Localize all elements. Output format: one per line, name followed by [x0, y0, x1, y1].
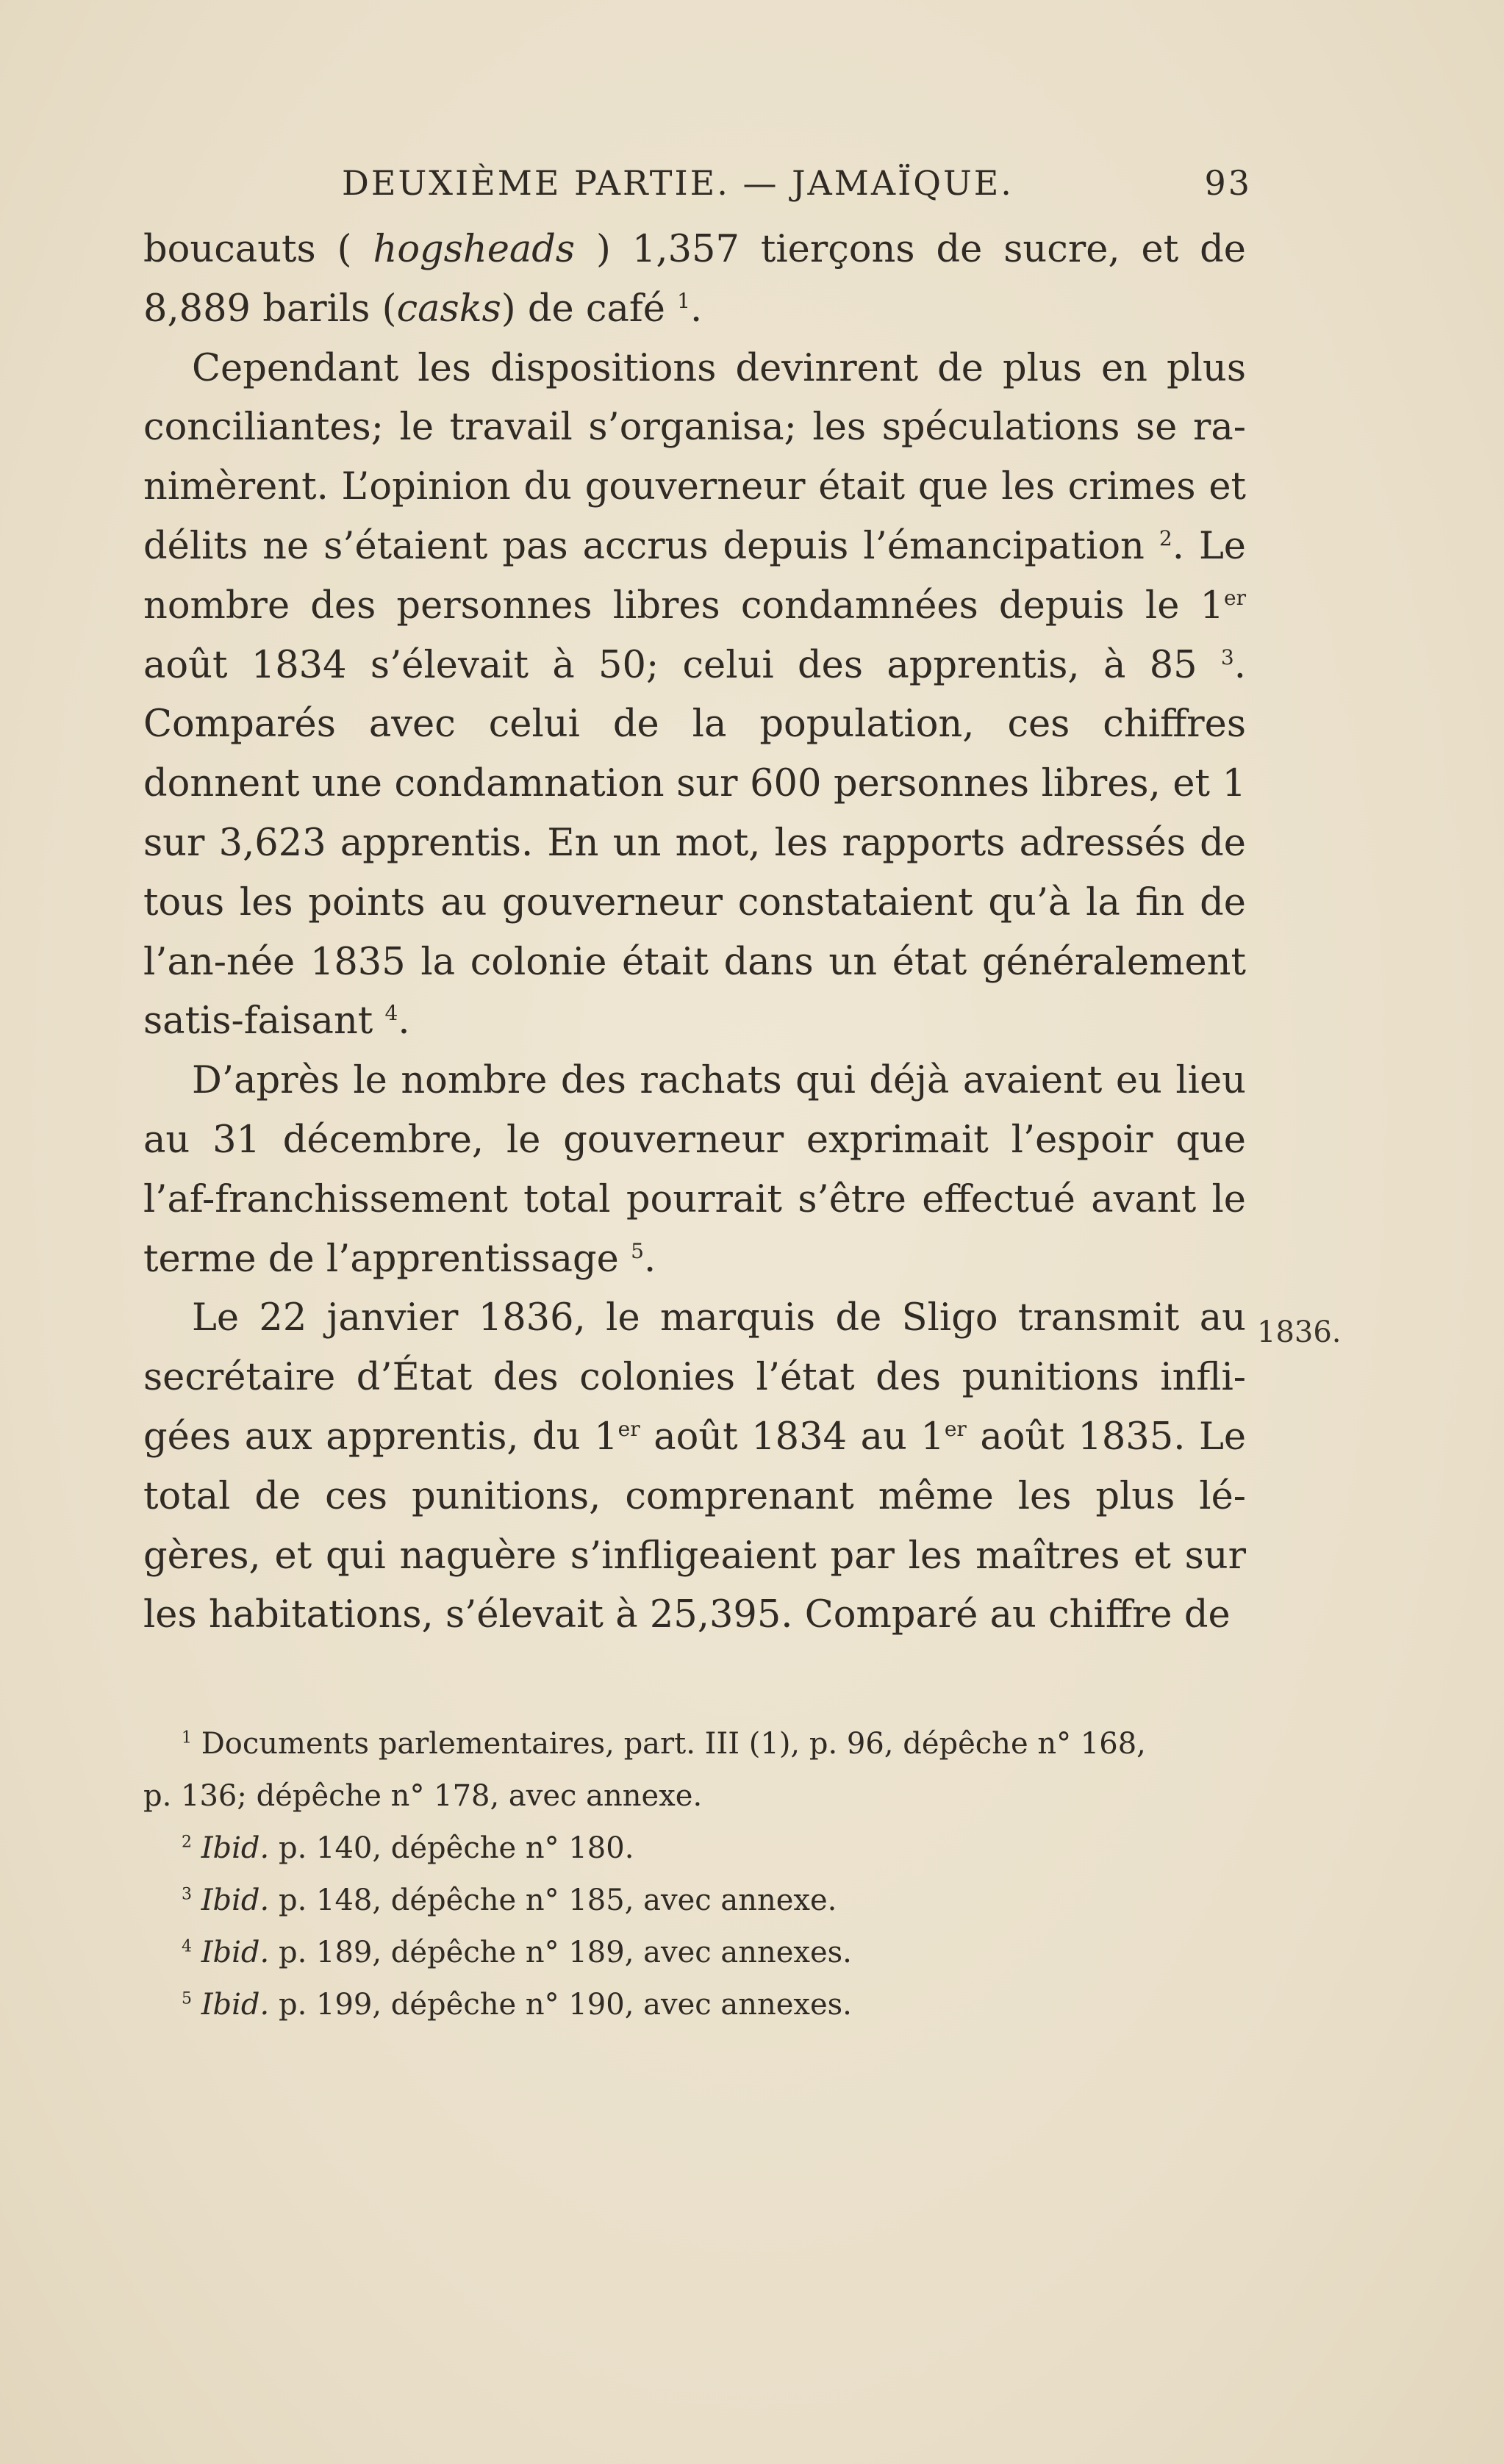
text-run: [192, 1883, 201, 1917]
italic-text: hogsheads: [373, 228, 576, 271]
note-reference: 1: [182, 1728, 192, 1748]
italic-text: Ibid.: [201, 1936, 270, 1969]
italic-text: casks: [396, 287, 501, 331]
text-run: . Comparés avec celui de la population, ces chiffres donnent une condamnation sur 600 personnes libres, et 1 sur 3,623 apprentis. En un mot, les rapports adressés de tous les points au gouverneur constataient qu’à la fin de l’an-née 1835 la colonie était dans un état généralement satis-faisant: [143, 643, 1246, 1044]
footnotes: [143, 1718, 1246, 2031]
note-reference: 5: [182, 1989, 192, 2008]
margin-year-note: 1836.: [1257, 1315, 1342, 1349]
note-reference: 4: [182, 1937, 192, 1956]
text-run: p. 140, dépêche n° 180.: [269, 1831, 634, 1865]
note-reference: 3: [1220, 644, 1234, 669]
footnote: [143, 1875, 1246, 1927]
text-run: .: [690, 287, 703, 331]
note-reference: 5: [631, 1238, 644, 1263]
paragraph: [143, 1289, 1246, 1645]
text-run: p. 189, dépêche n° 189, avec annexes.: [269, 1936, 852, 1969]
text-run: Cependant les dispositions devinrent de plus en plus conciliantes; le travail s’organisa; les spéculations se ra-nimèrent. L’opinion du gouverneur était que les crimes et délits ne s’étaient pas accrus depuis l’émancipation: [143, 346, 1246, 568]
running-header: [143, 163, 1261, 210]
note-reference: 1: [677, 288, 691, 313]
text-run: [192, 1988, 201, 2022]
note-reference: 4: [384, 1001, 398, 1026]
text-run: [192, 1831, 201, 1865]
footnote: [143, 1718, 1246, 1770]
text-run: [192, 1936, 201, 1969]
note-reference: er: [1223, 585, 1246, 610]
text-run: D’après le nombre des rachats qui déjà avaient eu lieu au 31 décembre, le gouverneur exprimait l’espoir que l’af-franchissement total pourrait s’être effectué avant le terme de l’apprentissage: [143, 1059, 1246, 1281]
paragraph: [143, 340, 1246, 1052]
text-run: p. 199, dépêche n° 190, avec annexes.: [269, 1988, 852, 2022]
footnote-continuation: p. 136; dépêche n° 178, avec annexe.: [143, 1779, 703, 1813]
text-run: août 1834 au 1: [640, 1415, 945, 1459]
text-run: ) de café: [501, 287, 678, 331]
note-reference: 3: [182, 1885, 192, 1904]
text-run: boucauts (: [143, 228, 373, 271]
paragraph: [143, 220, 1246, 340]
footnote: [143, 1927, 1246, 1979]
note-reference: 2: [1159, 525, 1172, 550]
note-reference: er: [617, 1416, 640, 1441]
text-run: . Le nombre des personnes libres condamnées depuis le 1: [143, 524, 1246, 628]
body-text: [143, 220, 1246, 1645]
italic-text: Ibid.: [201, 1988, 270, 2022]
footnote: [143, 1979, 1246, 2031]
page-number: 93: [1204, 163, 1252, 203]
text-run: ) 1,357 tierçons de sucre, et de 8,889 barils (: [143, 228, 1246, 331]
paragraph: [143, 1052, 1246, 1289]
text-run: .: [643, 1237, 656, 1281]
footnote: [143, 1822, 1246, 1875]
text-run: Le 22 janvier 1836, le marquis de Sligo transmit au secrétaire d’État des colonies l’état des punitions infli-gées aux apprentis, du 1: [143, 1296, 1246, 1459]
text-run: Documents parlementaires, part. III (1), p. 96, dépêche n° 168,: [192, 1727, 1146, 1761]
italic-text: Ibid.: [201, 1831, 270, 1865]
note-reference: 2: [182, 1833, 192, 1852]
text-run: août 1834 s’élevait à 50; celui des apprentis, à 85: [143, 643, 1221, 687]
note-reference: er: [944, 1416, 967, 1441]
text-run: .: [398, 999, 410, 1044]
italic-text: Ibid.: [201, 1883, 270, 1917]
text-run: p. 148, dépêche n° 185, avec annexe.: [269, 1883, 837, 1917]
text-run: août 1835. Le total de ces punitions, comprenant même les plus lé-gères, et qui naguère s’infligeaient par les maîtres et sur les habitations, s’élevait à 25,395. Comparé au chiffre de: [143, 1415, 1247, 1637]
running-title: DEUXIÈME PARTIE. — JAMAÏQUE.: [342, 163, 1014, 203]
